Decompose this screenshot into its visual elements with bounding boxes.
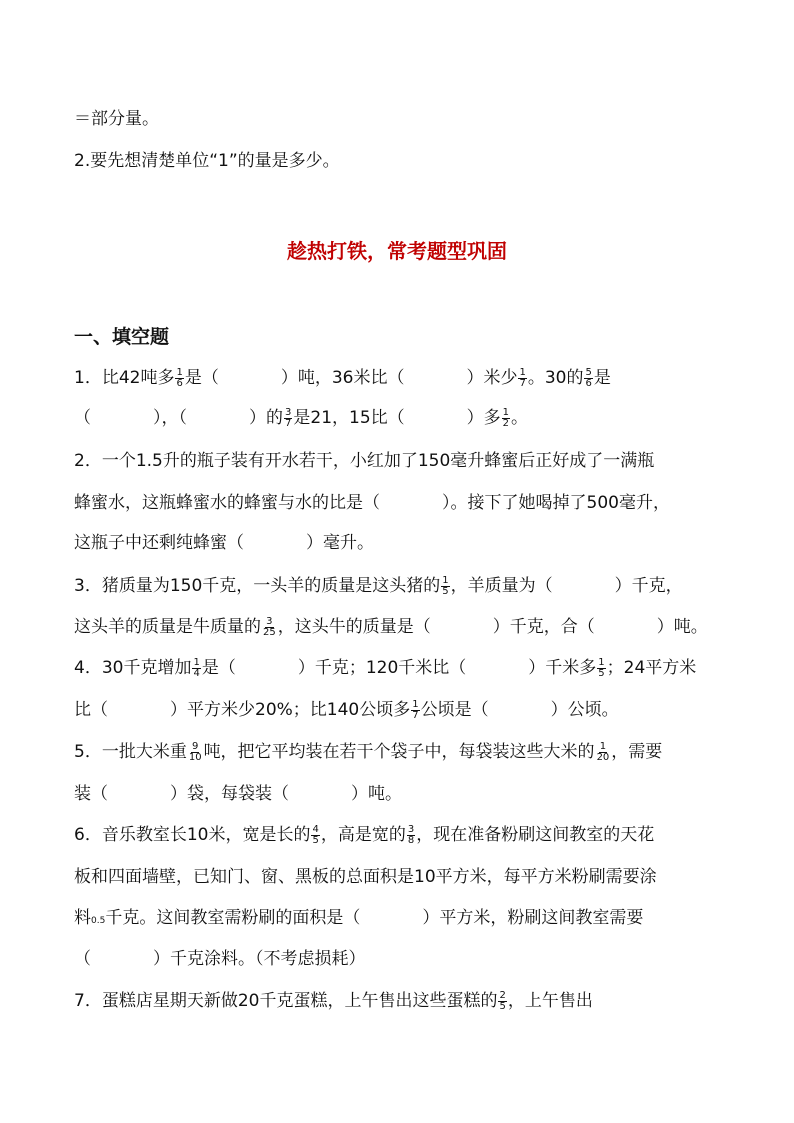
fraction: $\frac{1}{7}$	[412, 698, 419, 721]
fraction: $\frac{2}{5}$	[499, 989, 506, 1012]
question-5-line-1: 5．一批大米重 $\frac{9}{10}$ 吨，把它平均装在若干个袋子中，每袋装这些大米的 $\frac{1}{20}$ ，需要	[74, 740, 663, 763]
question-2-line-2: 蜂蜜水，这瓶蜂蜜水的蜂蜜与水的比是（ ）。接下了她喝掉了500毫升，	[74, 493, 670, 513]
fraction: $\frac{1}{4}$	[193, 656, 200, 679]
fraction: $\frac{9}{10}$	[188, 740, 202, 763]
fraction: $\frac{3}{25}$	[263, 615, 276, 638]
question-7-line-1: 7．蛋糕店星期天新做20千克蛋糕，上午售出这些蛋糕的 $\frac{2}{5}$ ，上午售出	[74, 989, 593, 1012]
question-2-line-1: 2．一个1.5升的瓶子装有开水若干，小红加了150毫升蜂蜜后正好成了一满瓶	[74, 451, 655, 471]
question-2-line-3: 这瓶子中还剩纯蜂蜜（ ）毫升。	[74, 533, 374, 553]
question-4-line-1: 4．30千克增加 $\frac{1}{4}$ 是（ ）千克；120千米比（ ）千米多 $\frac{1}{5}$ ；24平方米	[74, 656, 697, 679]
fraction: $\frac{1}{5}$	[598, 656, 605, 679]
question-4-line-2: 比（ ）平方米少20%；比140公顷多 $\frac{1}{7}$ 公顷是（ ）公顷。	[74, 698, 619, 721]
fraction: $\frac{5}{6}$	[585, 366, 592, 389]
fraction: $\frac{1}{7}$	[519, 366, 526, 389]
fraction: $\frac{1}{2}$	[502, 406, 510, 429]
fraction: $\frac{1}{6}$	[176, 366, 183, 389]
question-5-line-2: 装（ ）袋，每袋装（ ）吨。	[74, 784, 402, 804]
section-title: 趁热打铁，常考题型巩固	[287, 239, 507, 263]
question-6-line-2: 板和四面墙壁，已知门、窗、黑板的总面积是10平方米，每平方米粉刷需要涂	[74, 867, 657, 887]
fraction: $\frac{1}{5}$	[442, 574, 449, 597]
question-6-line-4: （ ）千克涂料。（不考虑损耗）	[74, 949, 366, 969]
section-heading: 一、填空题	[74, 326, 170, 348]
intro-line-2: 2.要先想清楚单位“1”的量是多少。	[74, 151, 340, 171]
intro-line-1: ＝部分量。	[74, 109, 159, 129]
question-1-line-2: （ ），（ ）的 $\frac{3}{7}$ 是21，15比（ ）多 $\frac{1}{2}$ 。	[74, 406, 529, 429]
question-6-line-3: 料0.5千克。这间教室需粉刷的面积是（ ）平方米，粉刷这间教室需要	[74, 908, 644, 928]
fraction: $\frac{3}{8}$	[407, 823, 415, 846]
fraction: $\frac{3}{7}$	[285, 406, 292, 429]
question-3-line-2: 这头羊的质量是牛质量的 $\frac{3}{25}$ ，这头牛的质量是（ ）千克，合（ ）吨。	[74, 615, 708, 638]
question-3-line-1: 3．猪质量为150千克，一头羊的质量是这头猪的 $\frac{1}{5}$ ，羊质量为（ ）千克，	[74, 574, 683, 597]
question-1-line-1: 1．比42吨多 $\frac{1}{6}$ 是（ ）吨，36米比（ ）米少 $\frac{1}{7}$ 。30的 $\frac{5}{6}$ 是	[74, 366, 611, 389]
question-6-line-1: 6．音乐教室长10米，宽是长的 $\frac{4}{5}$ ，高是宽的 $\frac{3}{8}$ ，现在准备粉刷这间教室的天花	[74, 823, 655, 846]
fraction: $\frac{4}{5}$	[312, 823, 319, 846]
fraction: $\frac{1}{20}$	[596, 740, 610, 763]
